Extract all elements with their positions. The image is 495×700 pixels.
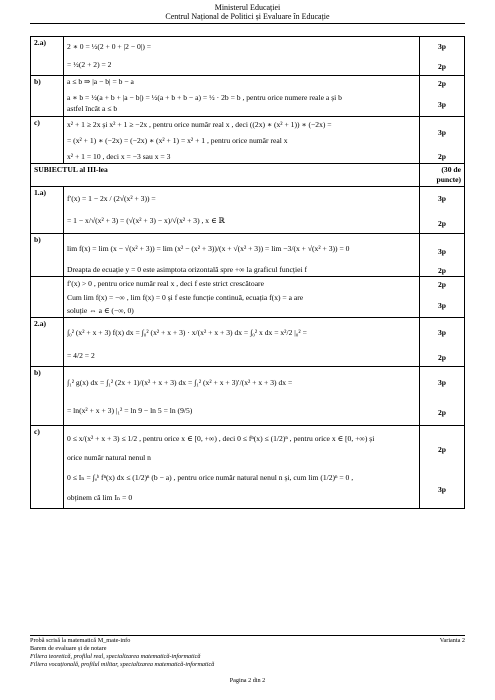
footer (30, 637, 465, 684)
points-value: 2p (437, 408, 447, 417)
solution-line: ∫₁² g(x) dx = ∫₁² (2x + 1)/(x² + x + 3) dx = ∫₁² (x² + x + 3)′/(x² + x + 3) dx = (67, 378, 293, 387)
solution-line: x² + 1 ≥ 2x și x² + 1 ≥ −2x , pentru orice număr real x , deci ((2x) ∗ (x² + 1)) ∗ (−2x) = (67, 120, 332, 129)
solution-line: a ∗ b = ½(a + b + |a − b|) = ½(a + b + b − a) = ½ · 2b = b , pentru orice numere reale a și b (67, 93, 342, 102)
table-row (31, 76, 465, 117)
points-value: 3p (437, 100, 447, 109)
solution-line: x² + 1 = 10 , deci x = −3 sau x = 3 (67, 152, 171, 161)
points-value: 2p (437, 79, 447, 88)
grading-table (30, 36, 465, 509)
section-title: SUBIECTUL al III-lea (31, 164, 420, 187)
section-points: (30 de puncte) (420, 164, 465, 187)
solution-line: 2 ∗ 0 = ½(2 + 0 + |2 − 0|) = (67, 42, 152, 51)
row-label: c) (31, 426, 64, 509)
solution-line: = ½(2 + 2) = 2 (67, 60, 112, 69)
header-ministry: Ministerul Educației (214, 3, 281, 12)
solution-line: obținem că lim Iₙ = 0 (67, 493, 133, 502)
row-label: b) (31, 76, 64, 117)
row-points (420, 187, 465, 234)
row-content (64, 318, 420, 367)
points-value: 2p (437, 445, 447, 454)
solution-line: a ≤ b ⇒ |a − b| = b − a (67, 77, 134, 86)
table-row (31, 37, 465, 76)
solution-line: = 4/2 = 2 (67, 351, 95, 360)
solution-line: astfel încât a ≤ b (67, 104, 118, 113)
solution-line: f′(x) = 1 − 2x / (2√(x² + 3)) = (67, 194, 156, 203)
row-points (420, 277, 465, 318)
row-content (64, 117, 420, 164)
row-points (420, 117, 465, 164)
solution-line: f′(x) > 0 , pentru orice număr real x , deci f este strict crescătoare (67, 279, 264, 288)
points-value: 3p (437, 485, 447, 494)
row-content (64, 76, 420, 117)
row-points (420, 426, 465, 509)
footer-variant: Varianta 2 (439, 637, 465, 644)
solution-line: = (x² + 1) ∗ (−2x) = (−2x) ∗ (x² + 1) = x² + 1 , pentru orice număr real x (67, 136, 288, 145)
solution-line: orice număr natural nenul n (67, 453, 151, 462)
points-value: 2p (437, 353, 447, 362)
solution-line: Cum lim f(x) = −∞ , lim f(x) = 0 și f este funcție continuă, ecuația f(x) = a are (67, 293, 304, 302)
footer-exam: Probă scrisă la matematică M_mate-info (30, 637, 131, 644)
row-content (64, 426, 420, 509)
footer-track-vocational: Filiera vocațională, profilul militar, specializarea matematică-informatică (30, 661, 215, 668)
row-label: c) (31, 117, 64, 164)
row-points (420, 367, 465, 426)
points-value: 3p (437, 301, 447, 310)
table-row (31, 367, 465, 426)
row-content (64, 277, 420, 318)
row-points (420, 234, 465, 277)
row-content (64, 37, 420, 76)
table-row (31, 318, 465, 367)
table-row (31, 117, 465, 164)
points-value: 3p (437, 378, 447, 387)
points-value: 2p (437, 62, 447, 71)
solution-line: 0 ≤ x/(x² + x + 3) ≤ 1/2 , pentru orice x ∈ [0, +∞) , deci 0 ≤ fⁿ(x) ≤ (1/2)ⁿ , pentru orice x ∈ [0, +∞) și (67, 434, 375, 443)
row-label: b) (31, 234, 64, 277)
solution-line: ∫₀² (x² + x + 3) f(x) dx = ∫₀² (x² + x + 3) · x/(x² + x + 3) dx = ∫₀² x dx = x²/2 |₀² = (67, 328, 307, 337)
row-label: 1.a) (31, 187, 64, 234)
footer-divider (30, 635, 465, 636)
points-value: 2p (437, 219, 447, 228)
solution-line: = ln(x² + x + 3) |₁² = ln 9 − ln 5 = ln (9/5) (67, 406, 193, 415)
row-points (420, 37, 465, 76)
points-value: 2p (437, 280, 447, 289)
row-points (420, 76, 465, 117)
row-label: 2.a) (31, 318, 64, 367)
row-label: b) (31, 367, 64, 426)
header-divider (30, 23, 465, 24)
points-value: 3p (437, 247, 447, 256)
table-row (31, 187, 465, 234)
footer-page-number: Pagina 2 din 2 (229, 677, 266, 684)
footer-track-theoretical: Filiera teoretică, profilul real, specializarea matematică-informatică (30, 653, 201, 660)
points-value: 3p (437, 42, 447, 51)
points-value: 3p (437, 194, 447, 203)
solution-line: 0 ≤ Iₙ = ∫ₐᵇ fⁿ(x) dx ≤ (1/2)ⁿ (b − a) , pentru orice număr natural nenul n și, cum lim (1/2)ⁿ = 0 , (67, 473, 354, 482)
points-value: 2p (437, 266, 447, 275)
table-row (31, 234, 465, 277)
points-value: 3p (437, 328, 447, 337)
row-label (31, 277, 64, 318)
solution-line: lim f(x) = lim (x − √(x² + 3)) = lim (x² − (x² + 3))/(x + √(x² + 3)) = lim −3/(x + √(x² + 3)) = 0 (67, 244, 350, 253)
table-row (31, 426, 465, 509)
points-value: 3p (437, 128, 447, 137)
header-center: Centrul Național de Politici și Evaluare în Educație (165, 12, 330, 21)
solution-line: soluție ⇔ a ∈ (−∞, 0) (67, 306, 134, 315)
solution-line: = 1 − x/√(x² + 3) = (√(x² + 3) − x)/√(x² + 3) , x ∈ ℝ (67, 216, 225, 225)
row-content (64, 367, 420, 426)
row-points (420, 318, 465, 367)
solution-line: Dreapta de ecuație y = 0 este asimptota orizontală spre +∞ la graficul funcției f (67, 265, 308, 274)
points-value: 2p (437, 152, 447, 161)
row-content (64, 234, 420, 277)
row-label: 2.a) (31, 37, 64, 76)
table-row (31, 277, 465, 318)
footer-barem: Barem de evaluare și de notare (30, 645, 107, 652)
row-content (64, 187, 420, 234)
section-header (31, 164, 465, 187)
